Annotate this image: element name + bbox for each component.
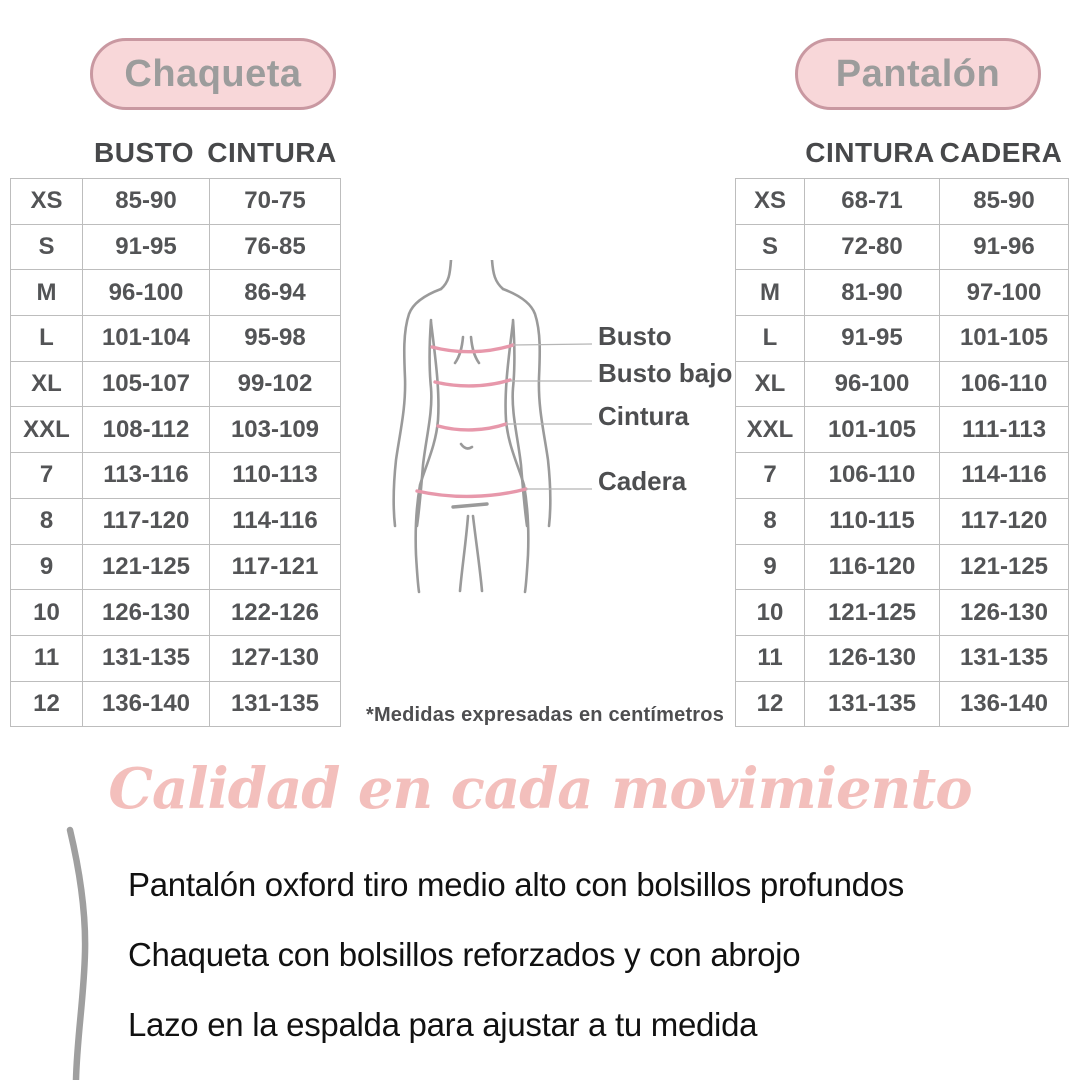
cadera-cell: 91-96 <box>940 224 1069 270</box>
cintura-cell: 127-130 <box>210 635 341 681</box>
cintura-cell: 72-80 <box>805 224 940 270</box>
table-row <box>736 270 1069 316</box>
busto-cell: 96-100 <box>83 270 210 316</box>
size-cell: M <box>736 270 805 316</box>
cadera-cell: 101-105 <box>940 316 1069 362</box>
size-cell: 9 <box>736 544 805 590</box>
cintura-cell: 70-75 <box>210 179 341 225</box>
table-row <box>736 179 1069 225</box>
size-cell: L <box>736 316 805 362</box>
measurements-note: *Medidas expresadas en centímetros <box>365 704 725 726</box>
table-row <box>736 544 1069 590</box>
table-row <box>11 361 341 407</box>
label-cintura: Cintura <box>598 401 689 431</box>
cintura-cell: 76-85 <box>210 224 341 270</box>
cadera-cell: 106-110 <box>940 361 1069 407</box>
size-cell: XL <box>736 361 805 407</box>
cintura-cell: 116-120 <box>805 544 940 590</box>
cintura-cell: 68-71 <box>805 179 940 225</box>
pantalon-badge-label: Pantalón <box>835 52 1001 95</box>
busto-cell: 105-107 <box>83 361 210 407</box>
table-row <box>736 453 1069 499</box>
table-row <box>11 590 341 636</box>
size-cell: 8 <box>736 498 805 544</box>
cintura-cell: 106-110 <box>805 453 940 499</box>
pantalon-col-cadera: CADERA <box>939 137 1063 168</box>
chaqueta-col-busto: BUSTO <box>94 137 194 168</box>
size-cell: 11 <box>11 635 83 681</box>
cintura-cell: 101-105 <box>805 407 940 453</box>
cadera-cell: 131-135 <box>940 635 1069 681</box>
table-row <box>11 635 341 681</box>
table-row <box>11 681 341 727</box>
pantalon-badge <box>795 38 1041 110</box>
table-row <box>736 590 1069 636</box>
table-row <box>11 498 341 544</box>
busto-cell: 113-116 <box>83 453 210 499</box>
cintura-cell: 131-135 <box>805 681 940 727</box>
size-cell: XXL <box>11 407 83 453</box>
table-row <box>736 316 1069 362</box>
label-cadera: Cadera <box>598 466 687 496</box>
chaqueta-badge-label: Chaqueta <box>124 52 302 95</box>
size-cell: 7 <box>736 453 805 499</box>
cintura-cell: 114-116 <box>210 498 341 544</box>
size-cell: 7 <box>11 453 83 499</box>
cintura-cell: 122-126 <box>210 590 341 636</box>
cintura-cell: 81-90 <box>805 270 940 316</box>
cadera-cell: 111-113 <box>940 407 1069 453</box>
chaqueta-badge <box>90 38 336 110</box>
size-cell: 11 <box>736 635 805 681</box>
busto-cell: 131-135 <box>83 635 210 681</box>
cintura-cell: 110-115 <box>805 498 940 544</box>
table-row <box>736 407 1069 453</box>
busto-cell: 117-120 <box>83 498 210 544</box>
cintura-cell: 95-98 <box>210 316 341 362</box>
size-cell: XS <box>11 179 83 225</box>
busto-cell: 101-104 <box>83 316 210 362</box>
cintura-cell: 117-121 <box>210 544 341 590</box>
size-cell: XS <box>736 179 805 225</box>
chaqueta-table-header <box>10 136 337 170</box>
measurement-lines <box>417 345 526 496</box>
table-row <box>11 407 341 453</box>
size-cell: XXL <box>736 407 805 453</box>
busto-cell: 121-125 <box>83 544 210 590</box>
cintura-cell: 110-113 <box>210 453 341 499</box>
chaqueta-col-cintura: CINTURA <box>207 137 337 168</box>
size-cell: XL <box>11 361 83 407</box>
feature-line: Pantalón oxford tiro medio alto con bolsillos profundos <box>128 866 904 903</box>
table-row <box>11 179 341 225</box>
cadera-cell: 117-120 <box>940 498 1069 544</box>
table-row <box>11 270 341 316</box>
size-cell: 10 <box>11 590 83 636</box>
table-row <box>736 635 1069 681</box>
busto-cell: 126-130 <box>83 590 210 636</box>
cintura-cell: 91-95 <box>805 316 940 362</box>
pantalon-size-table <box>735 178 1069 727</box>
pantalon-table-header <box>735 136 1065 170</box>
cintura-cell: 103-109 <box>210 407 341 453</box>
size-cell: 9 <box>11 544 83 590</box>
busto-cell: 85-90 <box>83 179 210 225</box>
cadera-cell: 97-100 <box>940 270 1069 316</box>
size-cell: L <box>11 316 83 362</box>
table-row <box>11 544 341 590</box>
cintura-cell: 99-102 <box>210 361 341 407</box>
tagline: Calidad en cada movimiento <box>108 756 972 822</box>
cintura-cell: 121-125 <box>805 590 940 636</box>
size-cell: 12 <box>736 681 805 727</box>
table-row <box>736 498 1069 544</box>
table-row <box>11 224 341 270</box>
table-row <box>736 361 1069 407</box>
busto-cell: 136-140 <box>83 681 210 727</box>
size-cell: 8 <box>11 498 83 544</box>
size-cell: S <box>11 224 83 270</box>
cintura-cell: 96-100 <box>805 361 940 407</box>
cadera-cell: 136-140 <box>940 681 1069 727</box>
feature-line: Lazo en la espalda para ajustar a tu medida <box>128 1006 758 1043</box>
table-row <box>11 453 341 499</box>
busto-cell: 108-112 <box>83 407 210 453</box>
busto-cell: 91-95 <box>83 224 210 270</box>
size-cell: 10 <box>736 590 805 636</box>
pantalon-col-cintura: CINTURA <box>805 137 935 168</box>
table-row <box>736 224 1069 270</box>
cadera-cell: 126-130 <box>940 590 1069 636</box>
label-busto-bajo: Busto bajo <box>598 358 733 388</box>
decorative-curve-line <box>50 822 120 1080</box>
table-row <box>11 316 341 362</box>
size-cell: M <box>11 270 83 316</box>
cintura-cell: 131-135 <box>210 681 341 727</box>
cintura-cell: 126-130 <box>805 635 940 681</box>
feature-line: Chaqueta con bolsillos reforzados y con abrojo <box>128 936 801 973</box>
size-cell: 12 <box>11 681 83 727</box>
cadera-cell: 85-90 <box>940 179 1069 225</box>
label-busto: Busto <box>598 321 672 351</box>
cintura-cell: 86-94 <box>210 270 341 316</box>
table-row <box>736 681 1069 727</box>
chaqueta-size-table <box>10 178 341 727</box>
cadera-cell: 114-116 <box>940 453 1069 499</box>
cadera-cell: 121-125 <box>940 544 1069 590</box>
size-cell: S <box>736 224 805 270</box>
